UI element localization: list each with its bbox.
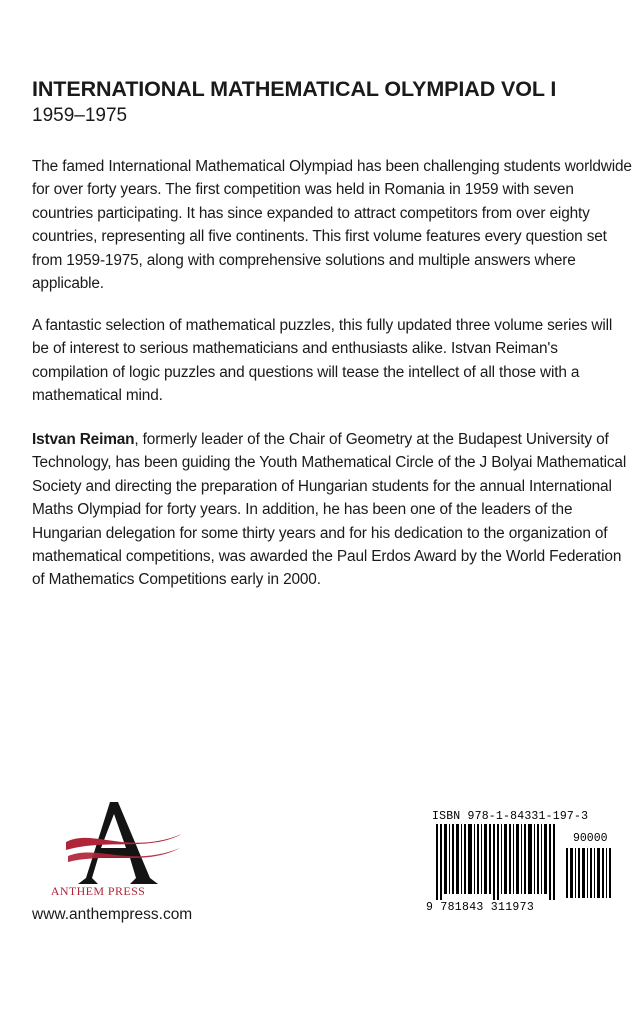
description-paragraph-1: The famed International Mathematical Olympiad has been challenging students worldwide for over forty years. The first competition was held in Romania in 1959 with seven countries participating. It has since expanded to attract competitors from over eighty countries, representing all five continents. This first volume features every question set from 1959-1975, along with comprehensive solutions and multiple answers where applicable. [32,158,632,293]
author-bio-text: , formerly leader of the Chair of Geometry at the Budapest University of Technology, has been guiding the Youth Mathematical Circle of the J Bolyai Mathematical Society and directing the preparation of Hungarian students for the annual International Maths Olympiad for forty years. In addition, he has been one of the leaders of the Hungarian delegation for some thirty years and for his dedication to the organization of mathematical competitions, was awarded the Paul Erdos Award by the World Federation of Mathematics Competitions early in 2000. [32,431,627,589]
publisher-website-link[interactable]: www.anthempress.com [32,906,193,923]
barcode-number: 9 781843 311973 [426,901,535,914]
book-title: INTERNATIONAL MATHEMATICAL OLYMPIAD VOL I [32,77,557,101]
isbn-barcode [426,808,618,914]
volume-years: 1959–1975 [32,105,128,126]
author-name: Istvan Reiman [32,431,135,448]
price-code: 90000 [573,832,608,845]
author-bio-paragraph [32,428,632,592]
description-paragraph-2: A fantastic selection of mathematical puzzles, this fully updated three volume series will be of interest to serious mathematicians and enthusiasts alike. Istvan Reiman's compilation of logic puzzles and questions will tease the intellect of all those with a mathematical mind. [32,317,613,405]
barcode-bars [426,808,618,906]
publisher-name: ANTHEM PRESS [50,884,146,898]
isbn-label: ISBN 978-1-84331-197-3 [432,810,589,823]
